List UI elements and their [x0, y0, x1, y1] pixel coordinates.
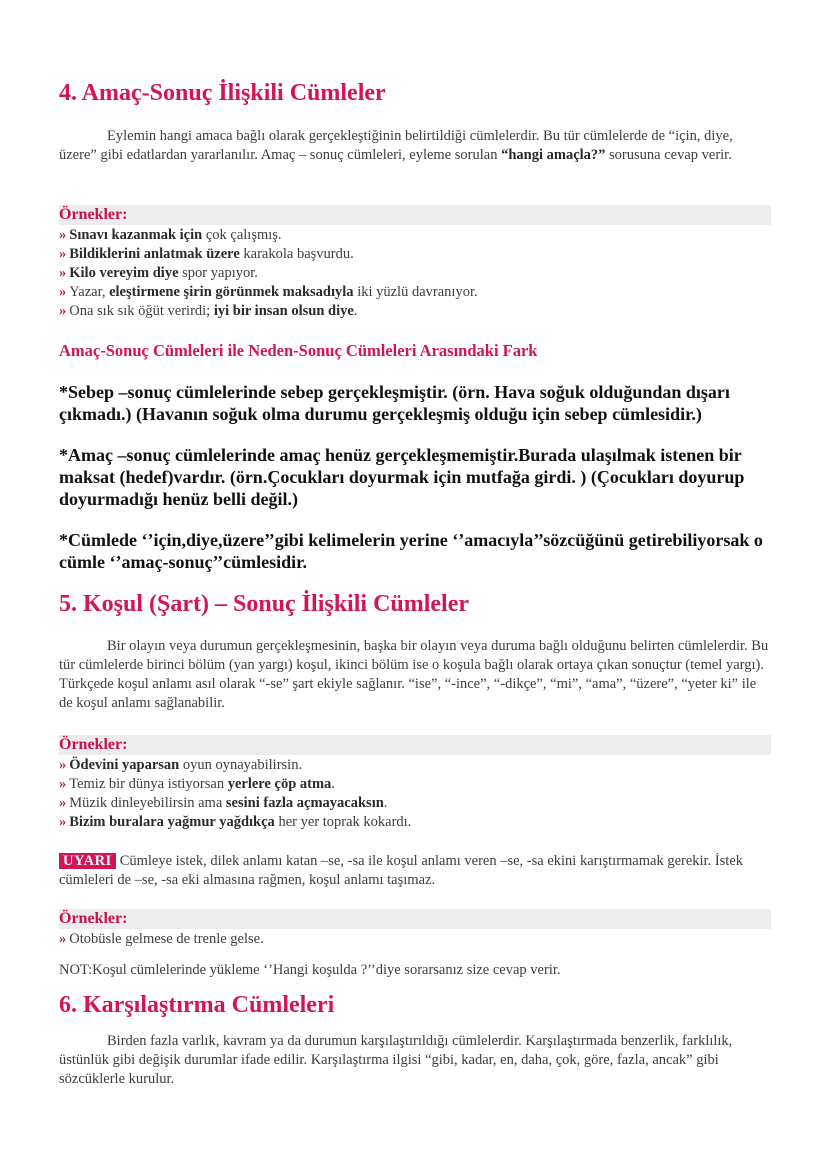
note-purpose-result: *Amaç –sonuç cümlelerinde amaç henüz gerçekleşmemiştir.Burada ulaşılmak istenen bir maksat (hedef)vardır. (örn.Çocukları doyurmak için mutfağa girdi. ) (Çocukları doyurup doyurmadığı henüz belli değil.) — [59, 445, 745, 509]
section-5-intro: Bir olayın veya durumun gerçekleşmesinin, başka bir olayın veya duruma bağlı olduğunu belirten cümlelerdir. Bu tür cümlelerde birinci bölüm (yan yargı) koşul, ikinci bölüm ise o koşula bağlı olarak ortaya çıkan sonuçtur (temel yargı). Türkçede koşul anlamı asıl olarak “-se” şart ekiyle sağlanır. “ise”, “-ince”, “-dikçe”, “mi”, “ama”, “üzere”, “yeter ki” ile de koşul anlamı sağlanabilir. — [59, 638, 769, 711]
section-4-title: 4. Amaç-Sonuç İlişkili Cümleler — [59, 80, 386, 106]
list-item: » Kilo vereyim diye spor yapıyor. — [59, 265, 258, 281]
section-4-intro: Eylemin hangi amaca bağlı olarak gerçekleştiğinin belirtildiği cümlelerdir. Bu tür cümlelerde de “için, diye, üzere” gibi edatlardan yararlanılır. Amaç – sonuç cümleleri, eyleme sorulan “hangi amaçla?” sorusuna cevap verir. — [59, 128, 733, 163]
warning-paragraph: UYARI Cümleye istek, dilek anlamı katan –se, -sa ile koşul anlamı veren –se, -sa ekini karıştırmamak gerekir. İstek cümleleri de –se, -sa eki almasına rağmen, koşul anlamı taşımaz. — [59, 853, 744, 888]
list-item: » Sınavı kazanmak için çok çalışmış. — [59, 227, 282, 243]
section-5-title: 5. Koşul (Şart) – Sonuç İlişkili Cümleler — [59, 591, 470, 617]
bullet-icon: » — [59, 776, 67, 792]
warning-badge: UYARI — [59, 853, 116, 869]
section-6-intro: Birden fazla varlık, kavram ya da durumun karşılaştırıldığı cümlelerdir. Karşılaştırmada benzerlik, farklılık, üstünlük gibi değişik durumlar ifade edilir. Karşılaştırma ilgisi “gibi, kadar, en, daha, çok, göre, fazla, ancak” gibi sözcüklerle kurulur. — [59, 1033, 733, 1087]
note-substitution-rule: *Cümlede ‘’için,diye,üzere’’gibi kelimelerin yerine ‘’amacıyla’’sözcüğünü getirebiliyorsak o cümle ‘’amaç-sonuç’’cümlesidir. — [59, 530, 763, 572]
note-cause-effect: *Sebep –sonuç cümlelerinde sebep gerçekleşmiştir. (örn. Hava soğuk olduğundan dışarı çıkmadı.) (Havanın soğuk olma durumu gerçekleşmiş olduğu için sebep cümlesidir.) — [59, 382, 730, 424]
subheading-difference: Amaç-Sonuç Cümleleri ile Neden-Sonuç Cümleleri Arasındaki Fark — [59, 341, 538, 360]
bullet-icon: » — [59, 931, 67, 947]
list-item: » Ona sık sık öğüt verirdi; iyi bir insan olsun diye. — [59, 303, 358, 319]
examples-heading: Örnekler: — [59, 735, 771, 755]
bullet-icon: » — [59, 795, 67, 811]
list-item: » Müzik dinleyebilirsin ama sesini fazla açmayacaksın. — [59, 795, 388, 811]
section-6-title: 6. Karşılaştırma Cümleleri — [59, 992, 335, 1018]
bullet-icon: » — [59, 757, 67, 773]
examples-list-5b — [59, 930, 771, 949]
note-condition: NOT:Koşul cümlelerinde yükleme ‘’Hangi koşulda ?’’diye sorarsanız size cevap verir. — [59, 962, 561, 978]
examples-heading: Örnekler: — [59, 205, 771, 225]
list-item: » Temiz bir dünya istiyorsan yerlere çöp atma. — [59, 776, 335, 792]
list-item: » Bizim buralara yağmur yağdıkça her yer toprak kokardı. — [59, 814, 412, 830]
examples-list-5 — [59, 756, 771, 832]
bullet-icon: » — [59, 227, 67, 243]
bullet-icon: » — [59, 265, 67, 281]
bullet-icon: » — [59, 246, 67, 262]
bullet-icon: » — [59, 814, 67, 830]
list-item: » Otobüsle gelmese de trenle gelse. — [59, 931, 264, 947]
bullet-icon: » — [59, 284, 67, 300]
bullet-icon: » — [59, 303, 67, 319]
examples-list-4 — [59, 226, 771, 321]
list-item: » Yazar, eleştirmene şirin görünmek maksadıyla iki yüzlü davranıyor. — [59, 284, 478, 300]
list-item: » Bildiklerini anlatmak üzere karakola başvurdu. — [59, 246, 354, 262]
examples-heading: Örnekler: — [59, 909, 771, 929]
list-item: » Ödevini yaparsan oyun oynayabilirsin. — [59, 757, 303, 773]
